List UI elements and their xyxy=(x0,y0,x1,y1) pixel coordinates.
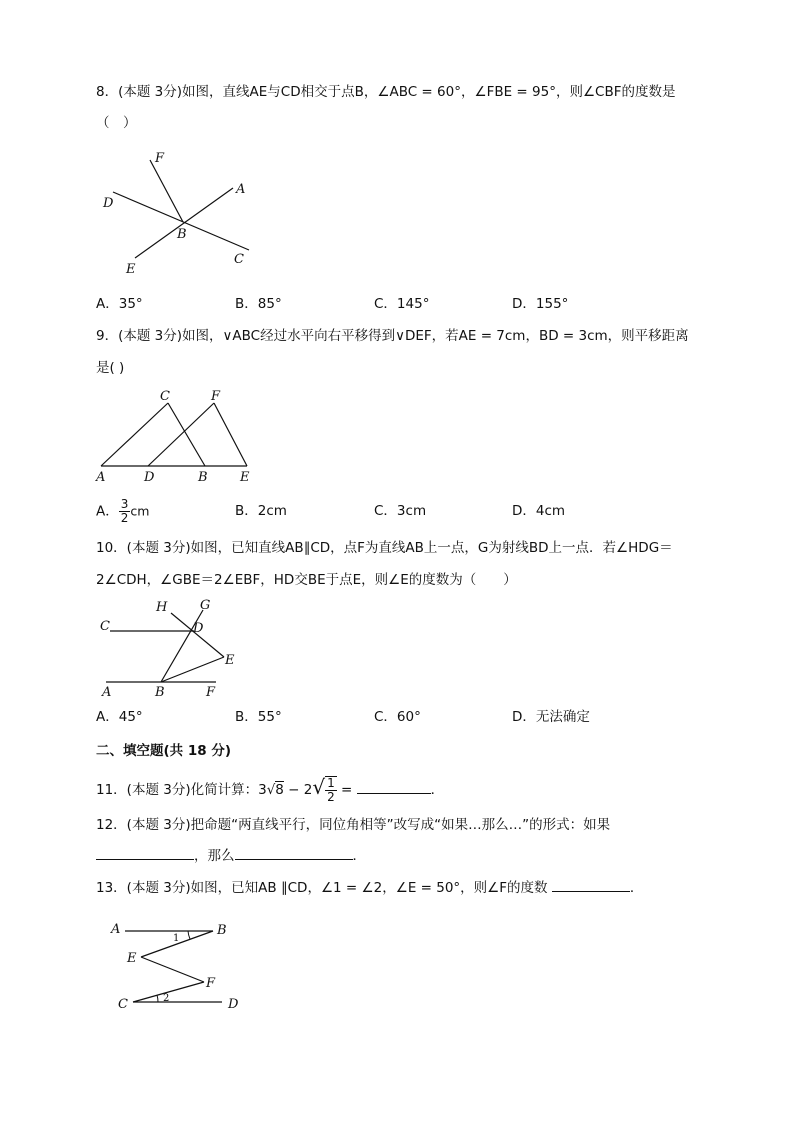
q8-option-b[interactable]: B．85° xyxy=(235,296,282,312)
q10-label-E: E xyxy=(225,653,235,668)
q12-mid: ，那么 xyxy=(194,848,235,864)
q9-option-a-prefix: A． xyxy=(96,503,119,520)
q13-label-E: E xyxy=(127,951,137,966)
q9-option-a-unit: cm xyxy=(130,503,150,519)
q9-label-A: A xyxy=(96,470,106,485)
section-title-fill-in: 二、填空题(共 18 分) xyxy=(96,743,232,759)
q10-label-C: C xyxy=(100,619,110,634)
q9-label-C: C xyxy=(160,389,170,404)
q10-label-F: F xyxy=(206,685,216,700)
q10-option-d[interactable]: D．无法确定 xyxy=(512,709,590,725)
q9-option-a-numerator: 3 xyxy=(120,497,129,511)
q13-label-D: D xyxy=(228,997,239,1012)
q9-stem-line1: 9．(本题 3分)如图，∨ABC经过水平向右平移得到∨DEF，若AE = 7cm，BD = 3cm，则平移距离 xyxy=(96,328,689,344)
q8-label-D: D xyxy=(103,196,114,211)
q9-label-F: F xyxy=(211,389,221,404)
q8-stem-line1: 8．(本题 3分)如图，直线AE与CD相交于点B，∠ABC = 60°，∠FBE = 95°，则∠CBF的度数是 xyxy=(96,84,676,100)
q10-option-c[interactable]: C．60° xyxy=(374,709,421,725)
q10-stem-line1: 10．(本题 3分)如图，已知直线AB∥CD，点F为直线AB上一点，G为射线BD上一点．若∠HDG＝ xyxy=(96,540,673,556)
q13-label-F: F xyxy=(206,976,216,991)
q11-coef-a: 3 xyxy=(258,782,267,798)
q9-option-b[interactable]: B．2cm xyxy=(235,503,287,519)
q8-stem-line2: （ ） xyxy=(96,115,137,131)
q11-radicand: 8 xyxy=(275,782,284,798)
q11-end: ． xyxy=(430,782,445,798)
q9-label-B: B xyxy=(198,470,208,485)
q8-label-C: C xyxy=(234,252,244,267)
q13-label-C: C xyxy=(118,997,128,1012)
q8-option-d[interactable]: D．155° xyxy=(512,296,569,312)
q13-angle-2-arc xyxy=(157,995,158,1002)
q11-prefix: 11．(本题 3分)化简计算： xyxy=(96,782,259,798)
q10-option-b[interactable]: B．55° xyxy=(235,709,282,725)
q9-option-c[interactable]: C．3cm xyxy=(374,503,427,519)
q9-label-E: E xyxy=(240,470,250,485)
q13-label-A: A xyxy=(111,922,121,937)
q10-label-A: A xyxy=(102,685,112,700)
q13-angle-1-label: 1 xyxy=(173,933,180,944)
q11-minus-two: − 2 xyxy=(283,782,313,798)
q8-option-a[interactable]: A．35° xyxy=(96,296,143,312)
q13-stem: 13．(本题 3分)如图，已知AB ∥CD，∠1 = ∠2，∠E = 50°，则∠F的度数 xyxy=(96,880,548,896)
q11-frac-num: 1 xyxy=(327,776,335,790)
q8-label-E: E xyxy=(126,262,136,277)
q11-frac-den: 2 xyxy=(327,790,335,804)
q11-sqrt-sign-2: √ xyxy=(312,775,326,799)
q8-label-F: F xyxy=(155,151,165,166)
q9-option-d[interactable]: D．4cm xyxy=(512,503,566,519)
q13-angle-2-label: 2 xyxy=(163,993,170,1004)
q9-stem-line2: 是( ) xyxy=(96,360,125,376)
q13-end: ． xyxy=(629,880,644,896)
q8-label-B: B xyxy=(177,227,187,242)
q10-label-B: B xyxy=(155,685,165,700)
q10-option-a[interactable]: A．45° xyxy=(96,709,143,725)
q11-equals: = xyxy=(336,782,357,798)
q8-option-c[interactable]: C．145° xyxy=(374,296,430,312)
q9-label-D: D xyxy=(144,470,155,485)
q12-stem-line1: 12．(本题 3分)把命题“两直线平行，同位角相等”改写成“如果…那么…”的形式：如果 xyxy=(96,817,611,833)
q12-end: ． xyxy=(352,848,366,864)
q13-label-B: B xyxy=(217,923,227,938)
q10-label-D: D xyxy=(193,621,204,636)
q10-label-H: H xyxy=(156,600,168,615)
q10-stem-line2: 2∠CDH，∠GBE＝2∠EBF，HD交BE于点E，则∠E的度数为（ ） xyxy=(96,572,517,588)
q9-option-a-denominator: 2 xyxy=(120,511,129,525)
q10-label-G: G xyxy=(200,598,211,613)
q11-sqrt-sign: √ xyxy=(266,782,276,798)
q8-label-A: A xyxy=(236,182,246,197)
q13-angle-1-arc xyxy=(188,931,190,939)
q13-line-EF xyxy=(141,957,204,982)
